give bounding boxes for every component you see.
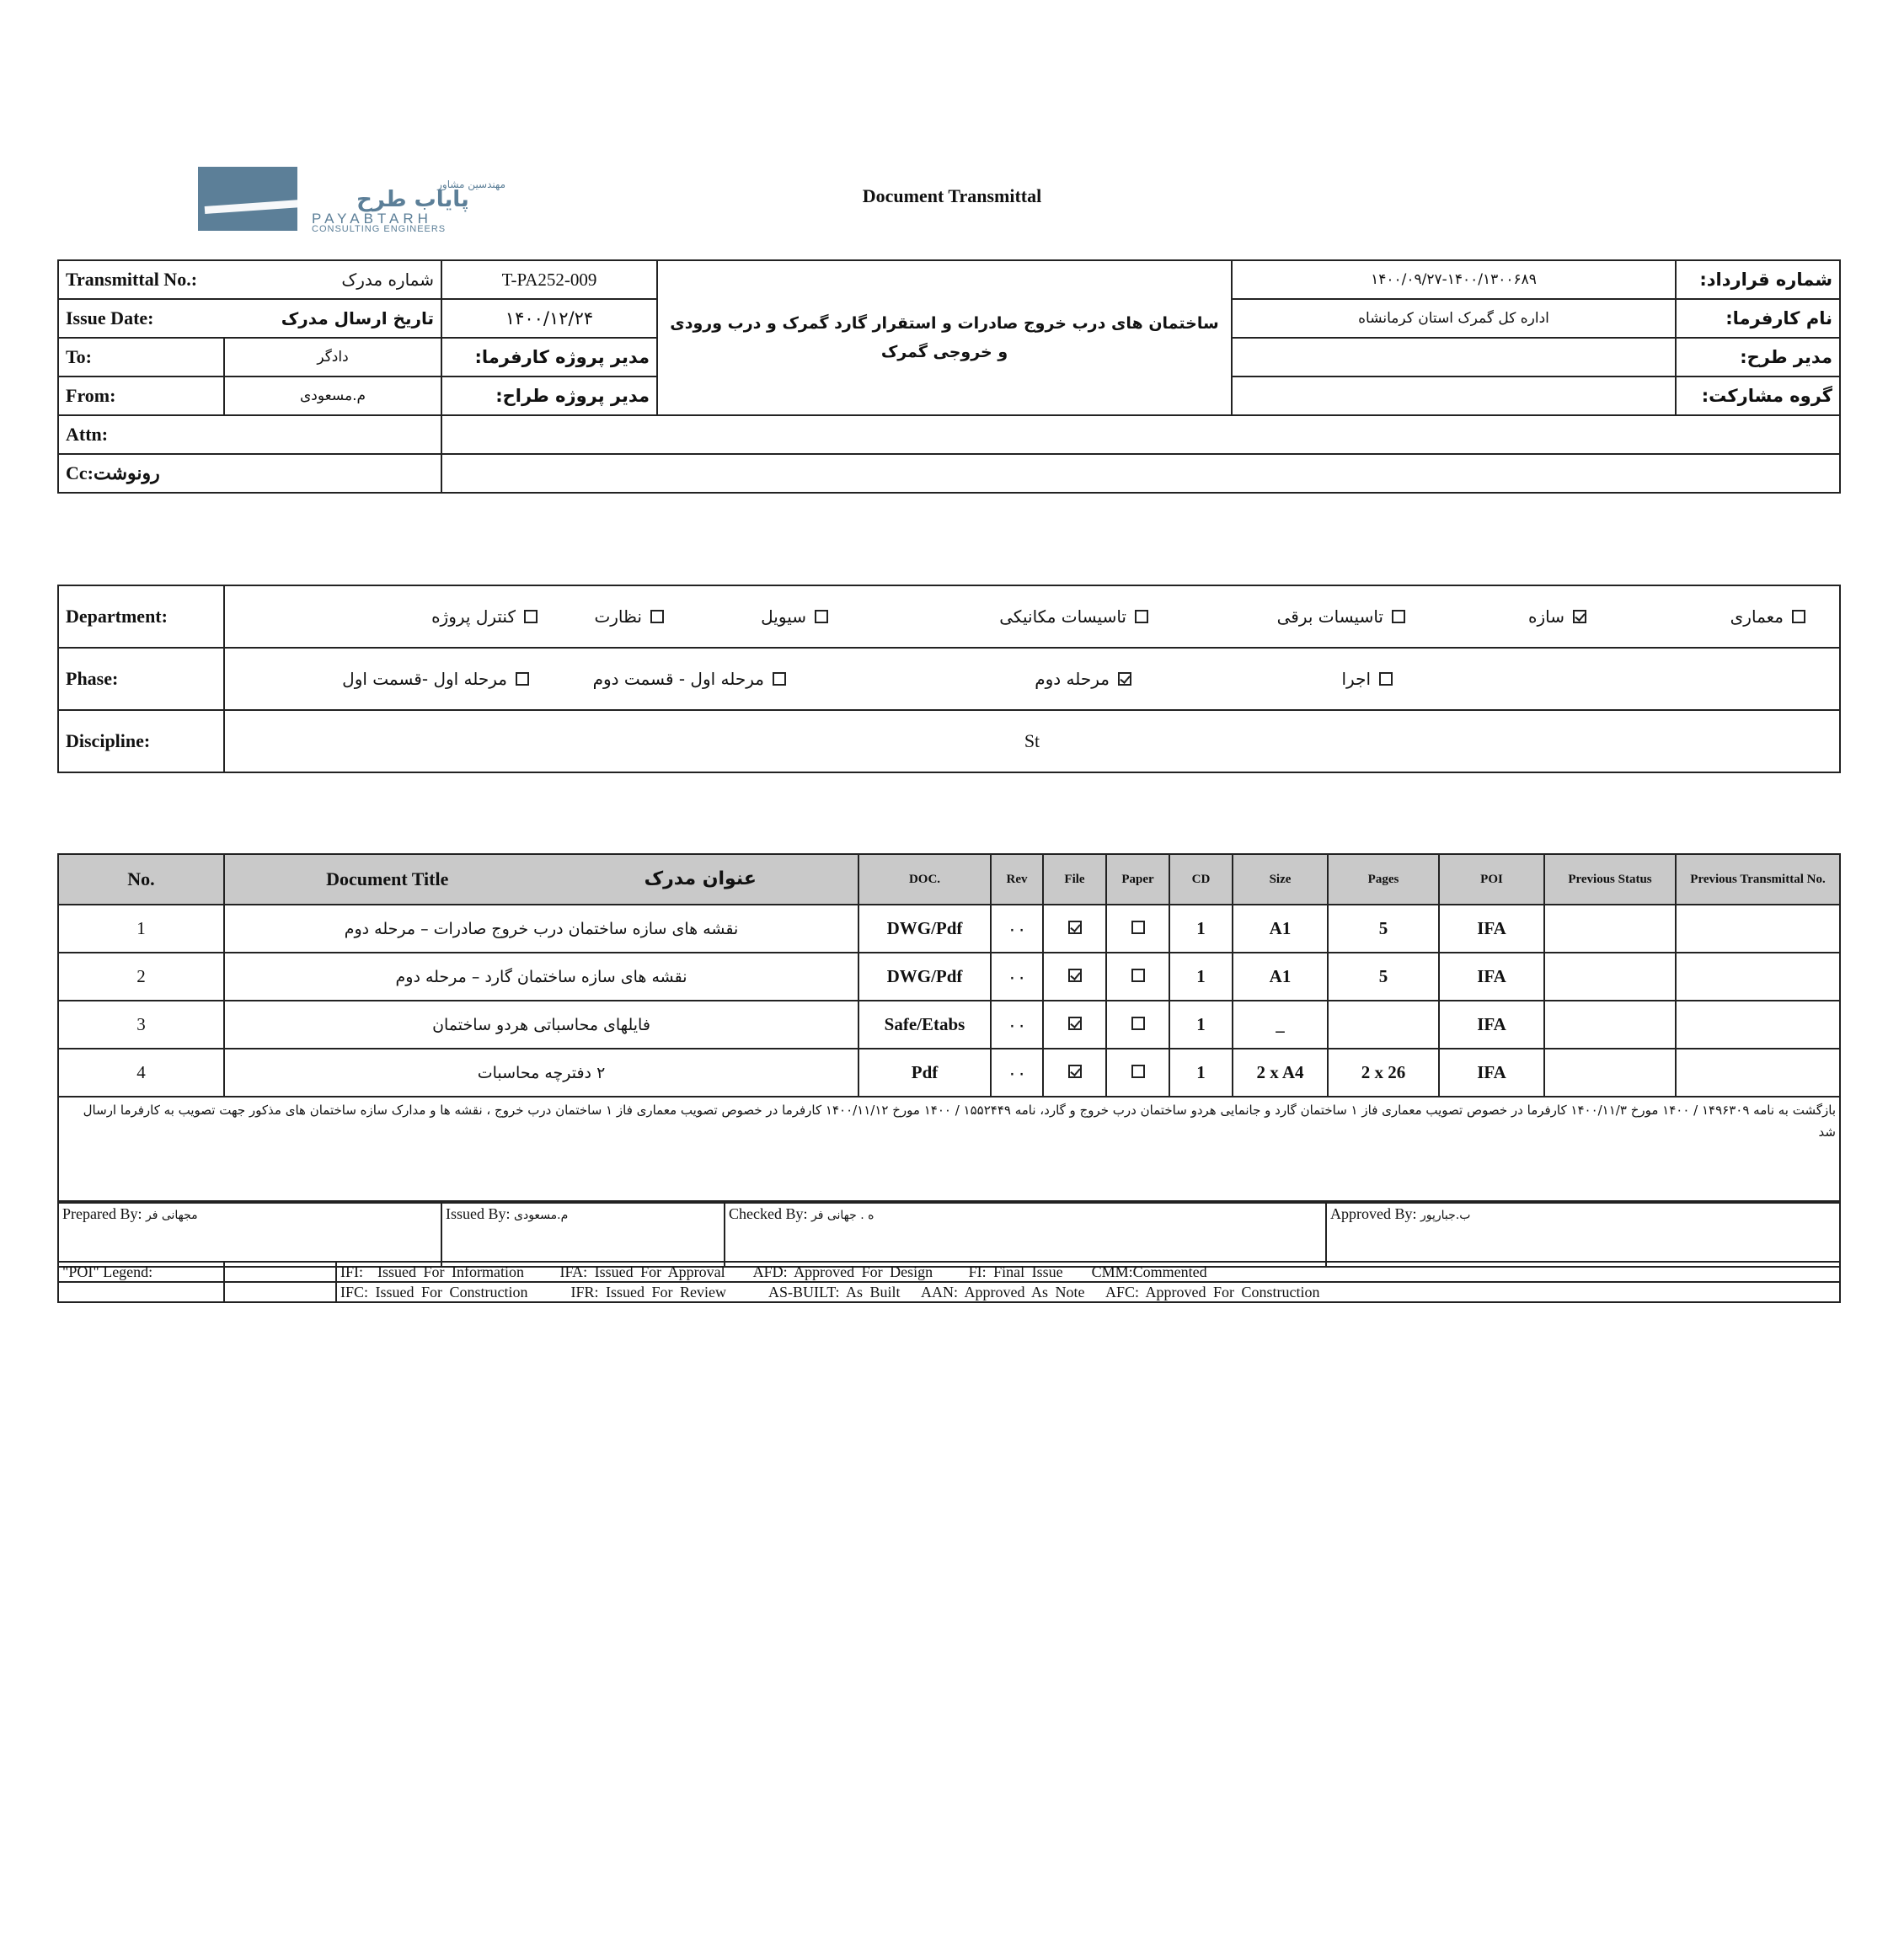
documents-table [57, 853, 1841, 1202]
row-size: A1 [1233, 953, 1328, 1001]
row-file [1043, 1049, 1106, 1097]
cc-value [441, 454, 1840, 493]
col-document-title [224, 854, 858, 905]
from-label: From: [58, 377, 224, 415]
discipline-label: Discipline: [58, 710, 224, 772]
dept-option-supervision[interactable] [594, 586, 664, 647]
legend-label: "POI" Legend: [58, 1262, 224, 1282]
phase-label: Phase: [58, 648, 224, 710]
row-no: 1 [58, 905, 224, 953]
group-value [1232, 377, 1676, 415]
dept-option-label: تاسیسات برقی [1276, 606, 1383, 627]
prepared-by-label: Prepared By: [62, 1205, 142, 1222]
col-previous-transmittal: Previous Transmittal No. [1676, 854, 1840, 905]
row-paper [1106, 953, 1169, 1001]
checked-by-cell [725, 1203, 1326, 1267]
checkbox-checked-icon[interactable] [1118, 672, 1131, 686]
dept-option-mechanical[interactable] [999, 586, 1148, 647]
checked-by-label: Checked By: [729, 1205, 808, 1222]
row-file [1043, 953, 1106, 1001]
dept-option-project-control[interactable] [431, 586, 538, 647]
checkbox-checked-icon[interactable] [1068, 1065, 1082, 1078]
row-pages: 2 x 26 [1328, 1049, 1439, 1097]
approved-by-cell [1326, 1203, 1840, 1267]
row-poi: IFA [1439, 1049, 1544, 1097]
row-cd: 1 [1169, 905, 1233, 953]
issue-date-value: ۱۴۰۰/۱۲/۲۴ [441, 299, 657, 338]
legend-line-2: IFC: Issued For Construction IFR: Issued For Review AS-BUILT: As Built AAN: Approved As Note AFC: Approved For Construction [336, 1282, 1840, 1302]
dept-option-label: کنترل پروژه [431, 606, 516, 627]
phase-option-label: مرحله اول - قسمت دوم [592, 669, 764, 689]
row-rev: ۰۰ [991, 905, 1043, 953]
project-title: ساختمان های درب خروج صادرات و استقرار گارد گمرک و درب ورودی و خروجی گمرک [657, 260, 1232, 415]
row-size: _ [1233, 1001, 1328, 1049]
phase-option-stage-one-part-two[interactable] [593, 649, 786, 709]
legend-spacer [224, 1282, 336, 1302]
col-no: No. [58, 854, 224, 905]
client-value: اداره کل گمرک استان کرمانشاه [1232, 299, 1676, 338]
department-label: Department: [58, 585, 224, 648]
dept-option-label: معماری [1730, 606, 1784, 627]
row-title: نقشه های سازه ساختمان گارد – مرحله دوم [224, 953, 858, 1001]
table-row [58, 953, 1840, 1001]
checkbox-icon[interactable] [815, 610, 828, 623]
checkbox-icon[interactable] [1131, 1017, 1145, 1030]
checkbox-icon[interactable] [1135, 610, 1148, 623]
col-pages: Pages [1328, 854, 1439, 905]
transmittal-label: Transmittal No.: [66, 269, 198, 290]
designer-project-manager-label: مدیر پروژه طراح: [441, 377, 657, 415]
phase-option-label: مرحله دوم [1035, 669, 1110, 689]
logo-subtitle-en: CONSULTING ENGINEERS [312, 224, 447, 234]
approved-by-label: Approved By: [1330, 1205, 1417, 1222]
checked-by-value: ه . جهانی فر [810, 1209, 874, 1222]
row-doc: DWG/Pdf [858, 905, 991, 953]
row-rev: ۰۰ [991, 1001, 1043, 1049]
issued-by-cell [441, 1203, 725, 1267]
cc-label: Cc:رونوشت [58, 454, 441, 493]
col-size: Size [1233, 854, 1328, 905]
row-paper [1106, 1001, 1169, 1049]
client-project-manager-label: مدیر پروژه کارفرما: [441, 338, 657, 377]
checkbox-icon[interactable] [650, 610, 664, 623]
documents-header-row [58, 854, 1840, 905]
dept-option-architecture[interactable] [1730, 586, 1805, 647]
dept-option-structure[interactable] [1528, 586, 1586, 647]
row-previous-transmittal [1676, 1049, 1840, 1097]
from-value: م.مسعودی [224, 377, 441, 415]
row-no: 2 [58, 953, 224, 1001]
col-rev: Rev [991, 854, 1043, 905]
legend-spacer [224, 1262, 336, 1282]
checkbox-checked-icon[interactable] [1068, 969, 1082, 982]
logo-name-fa: پایاب طرح [356, 187, 469, 212]
checkbox-icon[interactable] [1792, 610, 1805, 623]
row-no: 4 [58, 1049, 224, 1097]
designer-value [1232, 338, 1676, 377]
issued-by-value: م.مسعودی [514, 1209, 569, 1222]
legend-table [57, 1261, 1841, 1303]
phase-option-label: اجرا [1341, 669, 1371, 689]
row-previous-status [1544, 1049, 1676, 1097]
col-file: File [1043, 854, 1106, 905]
dept-option-electrical[interactable] [1277, 586, 1405, 647]
client-label: نام کارفرما: [1676, 299, 1840, 338]
row-pages: 5 [1328, 953, 1439, 1001]
transmittal-label-cell [58, 260, 441, 299]
row-poi: IFA [1439, 905, 1544, 953]
table-row [58, 905, 1840, 953]
row-doc: Safe/Etabs [858, 1001, 991, 1049]
approved-by-value: ب.جبارپور [1420, 1209, 1471, 1222]
row-size: 2 x A4 [1233, 1049, 1328, 1097]
checkbox-checked-icon[interactable] [1068, 1017, 1082, 1030]
issue-date-label: Issue Date: [66, 307, 154, 328]
checkbox-icon[interactable] [773, 672, 786, 686]
row-previous-transmittal [1676, 1001, 1840, 1049]
dept-option-civil[interactable] [761, 586, 828, 647]
dept-option-label: سیویل [761, 606, 806, 627]
checkbox-icon[interactable] [1131, 921, 1145, 934]
row-file [1043, 1001, 1106, 1049]
attn-label: Attn: [58, 415, 441, 454]
checkbox-icon[interactable] [524, 610, 538, 623]
to-label: To: [58, 338, 224, 377]
row-rev: ۰۰ [991, 953, 1043, 1001]
to-value: دادگر [224, 338, 441, 377]
legend-line-1: IFI: Issued For Information IFA: Issued For Approval AFD: Approved For Design FI: Final Issue CMM:Commented [336, 1262, 1840, 1282]
designer-label: مدیر طرح: [1676, 338, 1840, 377]
checkbox-icon[interactable] [1131, 1065, 1145, 1078]
row-cd: 1 [1169, 953, 1233, 1001]
checkbox-checked-icon[interactable] [1573, 610, 1586, 623]
group-label: گروه مشارکت: [1676, 377, 1840, 415]
checkbox-icon[interactable] [1392, 610, 1405, 623]
logo-stripe [205, 199, 297, 214]
issued-by-label: Issued By: [446, 1205, 511, 1222]
row-no: 3 [58, 1001, 224, 1049]
row-poi: IFA [1439, 953, 1544, 1001]
row-pages [1328, 1001, 1439, 1049]
checkbox-icon[interactable] [1131, 969, 1145, 982]
row-paper [1106, 905, 1169, 953]
table-row [58, 1001, 1840, 1049]
row-title: ۲ دفترچه محاسبات [224, 1049, 858, 1097]
department-table [57, 585, 1841, 773]
row-pages: 5 [1328, 905, 1439, 953]
checkbox-icon[interactable] [516, 672, 529, 686]
row-file [1043, 905, 1106, 953]
table-row [58, 1049, 1840, 1097]
row-poi: IFA [1439, 1001, 1544, 1049]
row-previous-status [1544, 953, 1676, 1001]
phase-options [224, 648, 1840, 710]
prepared-by-value: مجهانی فر [145, 1209, 198, 1222]
issue-date-label-fa: تاریخ ارسال مدرک [281, 308, 434, 328]
row-cd: 1 [1169, 1001, 1233, 1049]
row-doc: Pdf [858, 1049, 991, 1097]
contract-label: شماره قرارداد: [1676, 260, 1840, 299]
col-title-fa: عنوان مدرک [644, 868, 757, 889]
col-poi: POI [1439, 854, 1544, 905]
row-title: نقشه های سازه ساختمان درب خروج صادرات – مرحله دوم [224, 905, 858, 953]
contract-value: ۱۴۰۰/۰۹/۲۷-۱۴۰۰/۱۳۰۰۶۸۹ [1232, 260, 1676, 299]
col-previous-status: Previous Status [1544, 854, 1676, 905]
phase-option-stage-one-part-one[interactable] [342, 649, 529, 709]
discipline-value: St [224, 710, 1840, 772]
remarks-note: بازگشت به نامه ۱۴۹۶۳۰۹ / ۱۴۰۰ مورخ ۱۴۰۰/۱۱/۳ کارفرما در خصوص تصویب معماری فاز ۱ ساختمان گارد و جانمایی هردو ساختمان درب خروج و گارد، نامه ۱۵۵۲۴۴۹ / ۱۴۰۰ مورخ ۱۴۰۰/۱۱/۱۲ کارفرما در خصوص تصویب معماری فاز ۱ ساختمان درب خروج ، نقشه ها و مدارک سازه ساختمان های مذکور جهت تصویب به کارفرما ارسال شد [58, 1097, 1840, 1201]
row-previous-status [1544, 905, 1676, 953]
row-paper [1106, 1049, 1169, 1097]
phase-option-execution[interactable] [1341, 649, 1393, 709]
col-title-en: Document Title [326, 868, 449, 889]
col-paper: Paper [1106, 854, 1169, 905]
logo-name-en: PAYABTARH [312, 211, 432, 227]
transmittal-label-fa: شماره مدرک [341, 270, 434, 290]
row-size: A1 [1233, 905, 1328, 953]
signature-table [57, 1202, 1841, 1268]
issue-date-label-cell [58, 299, 441, 338]
phase-option-stage-two[interactable] [1035, 649, 1131, 709]
col-doc: DOC. [858, 854, 991, 905]
dept-option-label: نظارت [594, 606, 642, 627]
department-options [224, 585, 1840, 648]
row-doc: DWG/Pdf [858, 953, 991, 1001]
checkbox-checked-icon[interactable] [1068, 921, 1082, 934]
row-previous-status [1544, 1001, 1676, 1049]
row-cd: 1 [1169, 1049, 1233, 1097]
attn-value [441, 415, 1840, 454]
dept-option-label: سازه [1528, 606, 1564, 627]
col-cd: CD [1169, 854, 1233, 905]
company-logo [198, 167, 297, 231]
row-title: فایلهای محاسباتی هردو ساختمان [224, 1001, 858, 1049]
row-rev: ۰۰ [991, 1049, 1043, 1097]
logo-tagline-fa: مهندسین مشاور [437, 179, 505, 190]
header-table [57, 259, 1841, 494]
phase-option-label: مرحله اول -قسمت اول [342, 669, 507, 689]
row-previous-transmittal [1676, 953, 1840, 1001]
checkbox-icon[interactable] [1379, 672, 1393, 686]
dept-option-label: تاسیسات مکانیکی [999, 606, 1126, 627]
document-title: Document Transmittal [862, 185, 1042, 206]
prepared-by-cell [58, 1203, 441, 1267]
legend-label-empty [58, 1282, 224, 1302]
row-previous-transmittal [1676, 905, 1840, 953]
transmittal-value: T-PA252-009 [441, 260, 657, 299]
